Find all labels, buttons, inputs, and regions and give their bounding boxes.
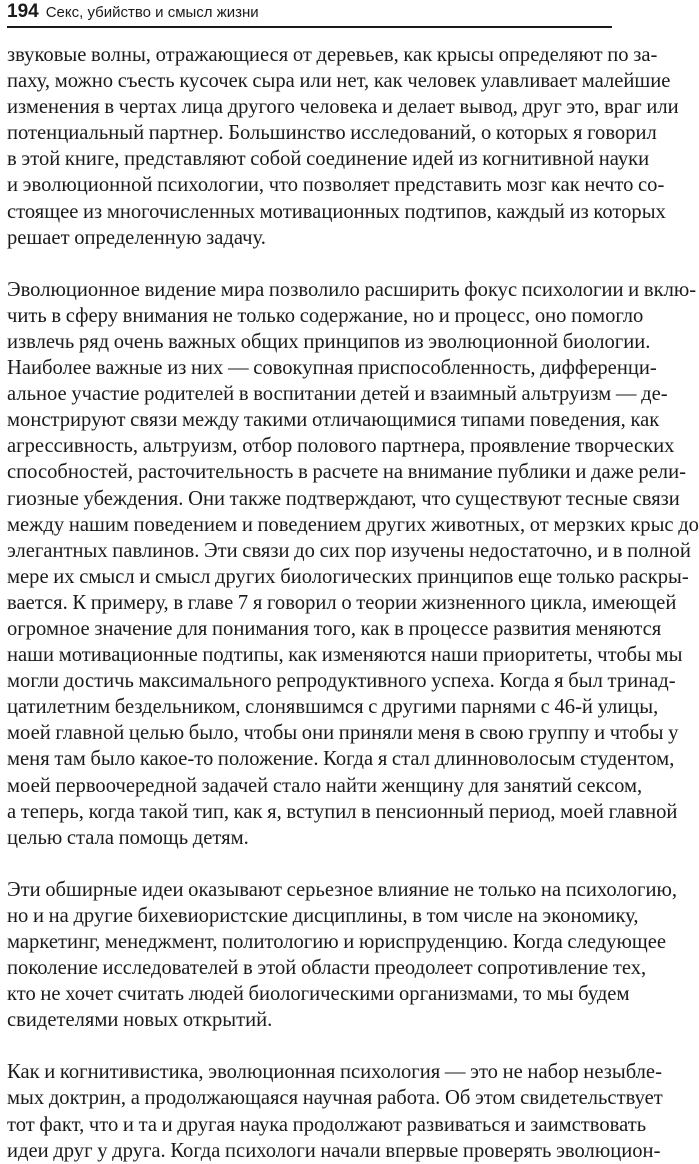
text-line: паху, можно съесть кусочек сыра или нет, как человек улавливает малейшие (7, 70, 671, 93)
text-line: Эти обширные идеи оказывают серьезное влияние не только на психологию, (7, 878, 678, 901)
text-line: альное участие родителей в воспитании детей и взаимный альтруизм — де- (7, 383, 668, 406)
text-line: решает определенную задачу. (7, 226, 266, 249)
text-line: моей первоочередной задачей стало найти женщину для занятий сексом, (7, 774, 643, 797)
text-line: между нашим поведением и поведением других животных, от мерзких крыс до (7, 513, 699, 536)
text-line: изменения в чертах лица другого человека и делает вывод, друг это, враг или (7, 96, 679, 119)
text-line: но и на другие бихевиористские дисциплины, в том числе на экономику, (7, 904, 639, 927)
text-line: извлечь ряд очень важных общих принципов из эволюционной биологии. (7, 330, 651, 353)
text-line: Эволюционное видение мира позволило расширить фокус психологии и вклю- (7, 278, 697, 301)
text-line: гиозные убеждения. Они также подтверждают, что существуют тесные связи (7, 487, 680, 510)
text-line: тот факт, что и та и другая наука продолжают развиваться и заимствовать (7, 1113, 647, 1136)
text-line: наши мотивационные подтипы, как изменяются наши приоритеты, чтобы мы (7, 644, 683, 667)
text-line: мере их смысл и смысл других биологических принципов еще только раскры- (7, 565, 689, 588)
text-line: агрессивность, альтруизм, отбор полового партнера, проявление творческих (7, 435, 675, 458)
text-line: Наиболее важные из них — совокупная приспособленность, дифференци- (7, 357, 657, 380)
text-line: кто не хочет считать людей биологическими организмами, то мы будем (7, 983, 630, 1006)
body-text (7, 42, 699, 1164)
text-line: моей главной целью было, чтобы они приняли меня в свою группу и чтобы у (7, 722, 679, 745)
text-line: монстрируют связи между такими отличающимися типами поведения, как (7, 409, 660, 432)
paragraph (7, 1059, 663, 1163)
text-line: способностей, расточительность в расчете на внимание публики и даже рели- (7, 461, 686, 484)
book-title: Секс, убийство и смысл жизни (45, 4, 259, 21)
text-line: звуковые волны, отражающиеся от деревьев, как крысы определяют по за- (7, 44, 658, 66)
page-number: 194 (7, 1, 39, 22)
text-line: маркетинг, менеджмент, политологию и юриспруденцию. Когда следующее (7, 931, 667, 953)
text-line: могли достичь максимального репродуктивного успеха. Когда я был тринад- (7, 670, 676, 693)
text-line: потенциальный партнер. Большинство исследований, о которых я говорил (7, 122, 657, 145)
text-line: цатилетним бездельником, слонявшимся с другими парнями с 46-й улицы, (7, 696, 659, 719)
text-line: в этой книге, представляют собой соединение идей из когнитивной науки (7, 148, 650, 171)
text-line: и эволюционной психологии, что позволяет представить мозг как нечто со- (7, 174, 665, 197)
paragraph (7, 42, 679, 251)
text-line: элегантных павлинов. Эти связи до сих пор изучены недостаточно, и в полной (7, 539, 691, 562)
text-line: огромное значение для понимания того, как в процессе развития меняются (7, 617, 662, 640)
text-line: мых доктрин, а продолжающаяся научная работа. Об этом свидетельствует (7, 1087, 663, 1110)
text-line: свидетелями новых открытий. (7, 1009, 273, 1032)
text-line: меня там было какое-то положение. Когда я стал длинноволосым студентом, (7, 748, 675, 771)
text-line: вается. К примеру, в главе 7 я говорил о теории жизненного цикла, имеющей (7, 591, 677, 614)
text-line: а теперь, когда такой тип, как я, вступил в пенсионный период, моей главной (7, 800, 678, 823)
text-line: Как и когнитивистика, эволюционная психология — это не набор незыбле- (7, 1061, 662, 1084)
text-line: целью стала помощь детям. (7, 826, 249, 849)
text-line: идеи друг у друга. Когда психологи начали впервые проверять эволюцион- (7, 1139, 661, 1162)
text-line: чить в сферу внимания не только содержание, но и процесс, оно помогло (7, 304, 644, 327)
paragraph (7, 877, 678, 1034)
text-line: поколение исследователей в этой области преодолеет сопротивление тех, (7, 957, 647, 980)
paragraph (7, 277, 699, 851)
running-head (7, 0, 612, 28)
text-line: стоящее из многочисленных мотивационных подтипов, каждый из которых (7, 200, 666, 223)
